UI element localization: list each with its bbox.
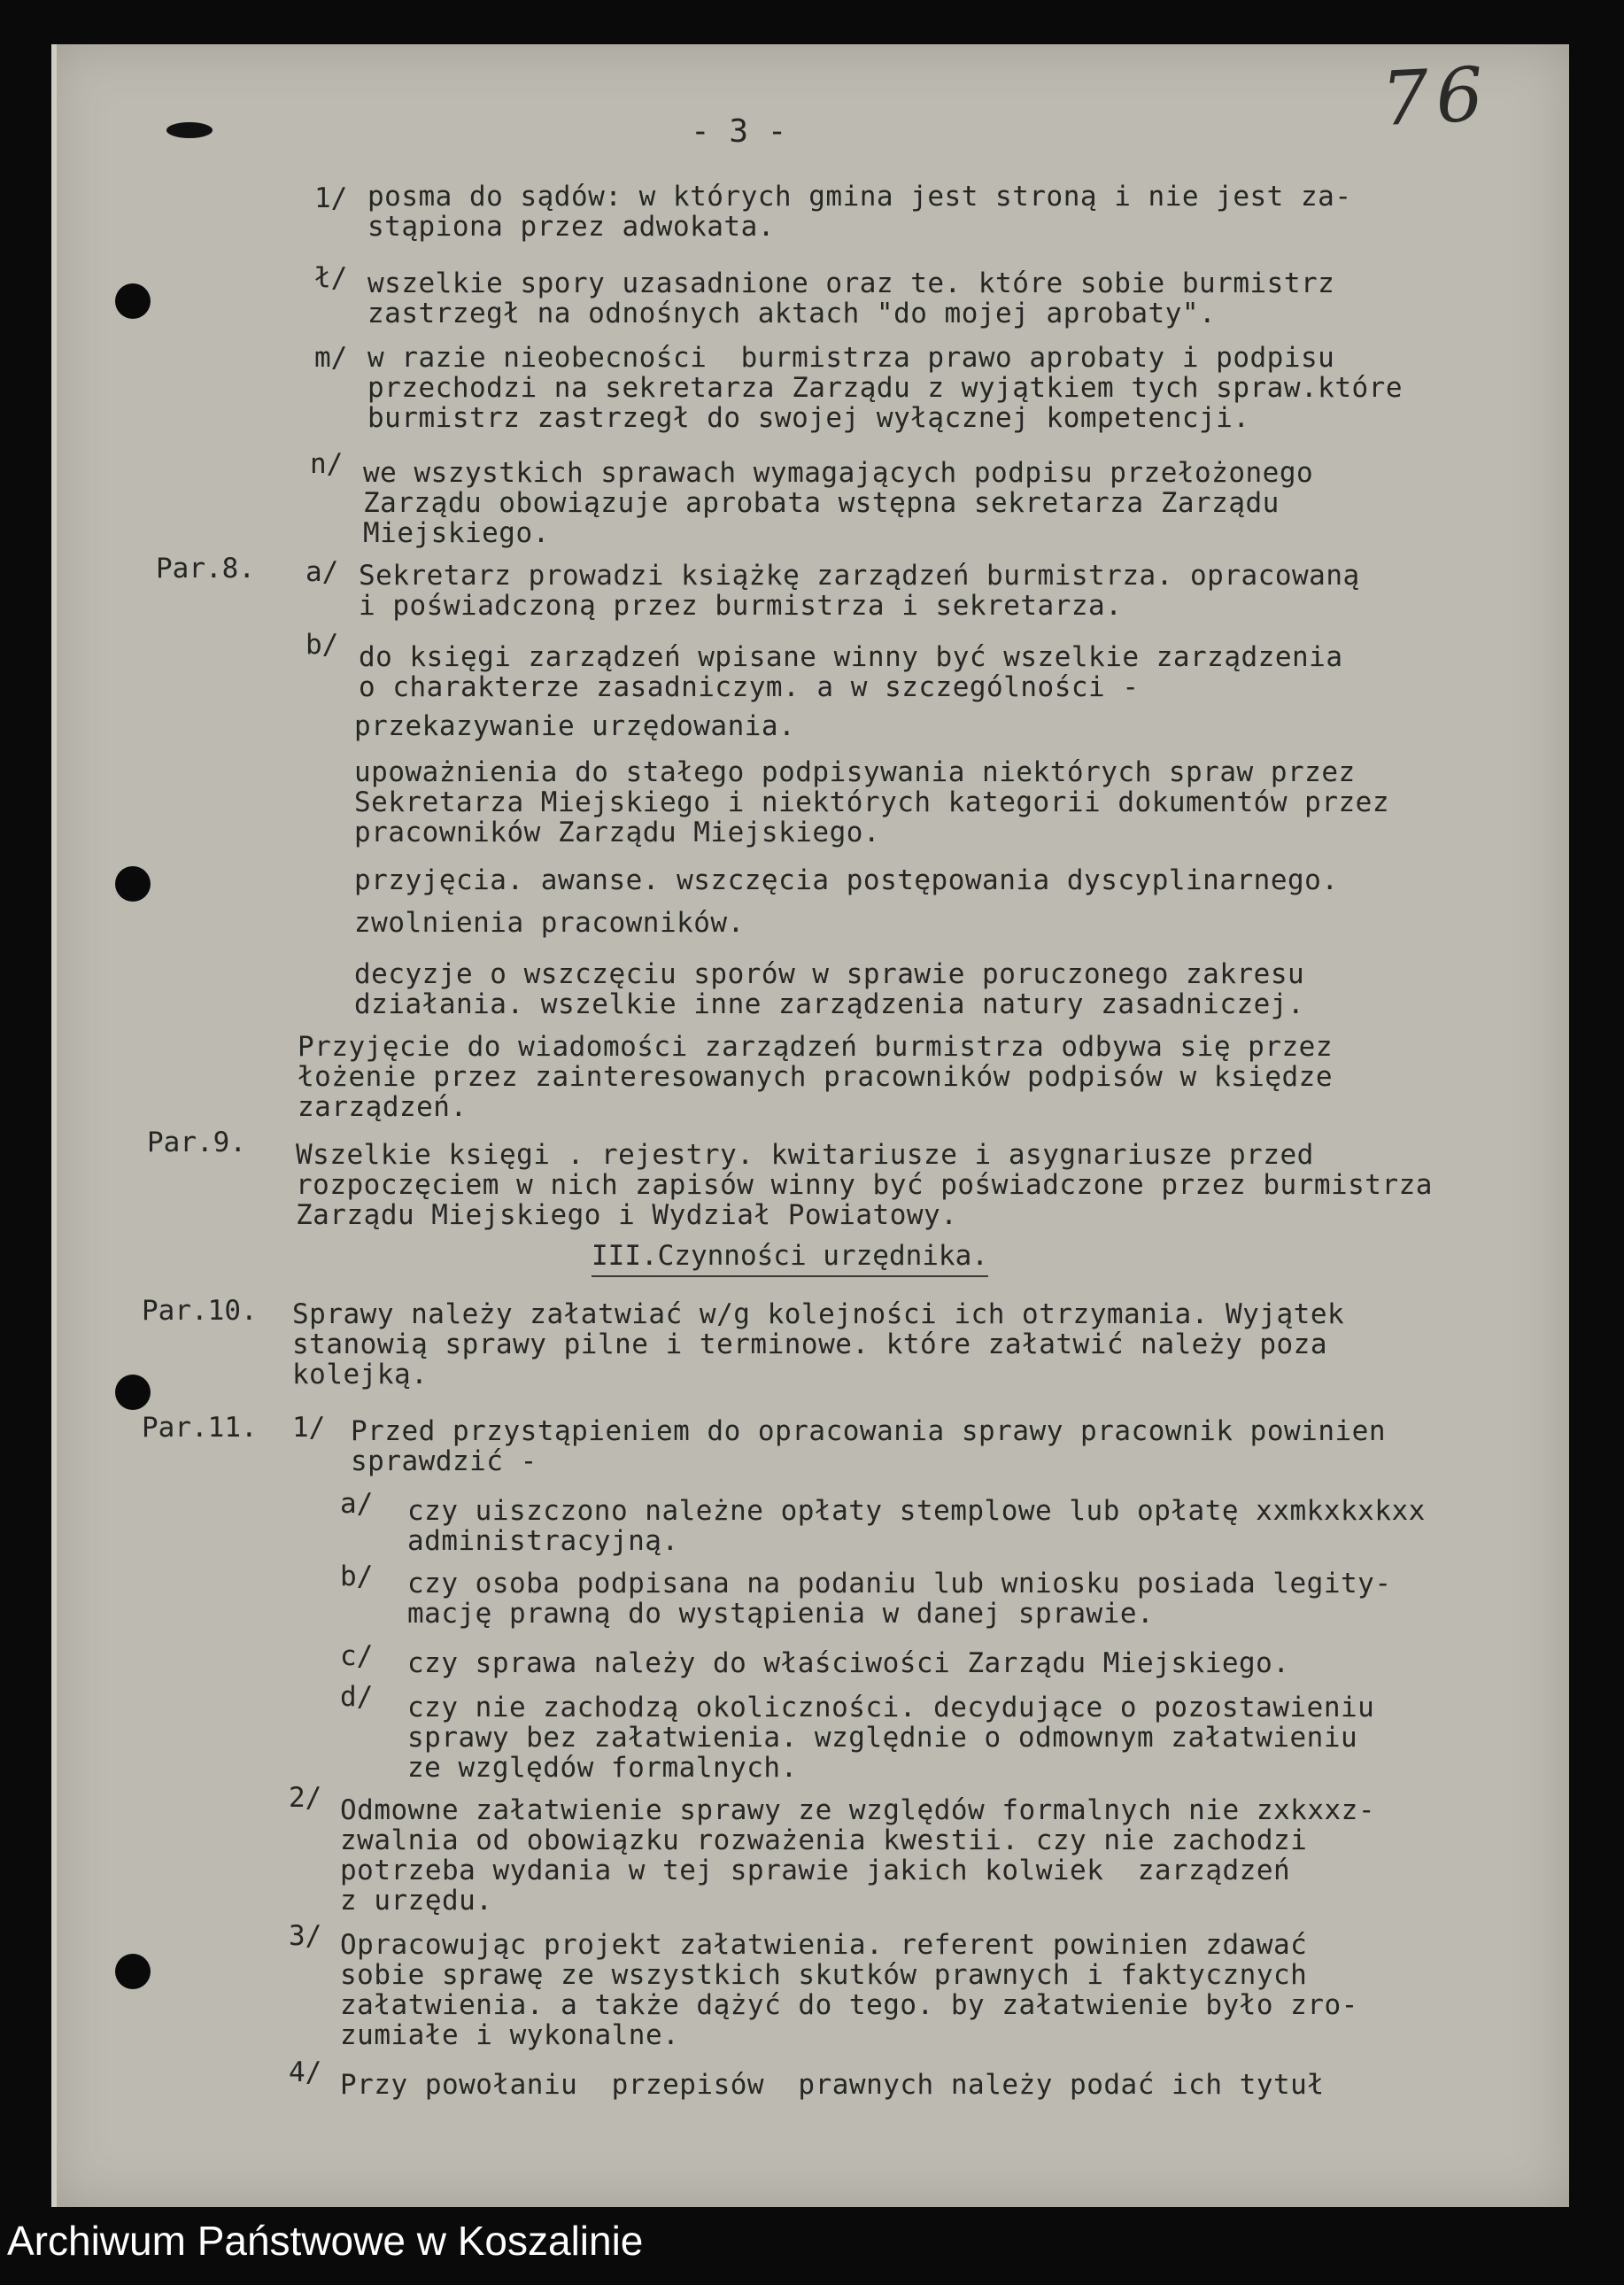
sub-item-line: Sekretarza Miejskiego i niektórych kategorii dokumentów przez: [354, 786, 1389, 818]
sub-item-line: czy sprawa należy do właściwości Zarządu Miejskiego.: [407, 1647, 1290, 1679]
paragraph-line: załatwienia. a także dążyć do tego. by załatwienie było zro-: [340, 1989, 1358, 2021]
item-line: o charakterze zasadniczym. a w szczególności -: [359, 671, 1140, 703]
archive-name: Archiwum Państwowe w Koszalinie: [7, 2218, 644, 2264]
item-line: w razie nieobecności burmistrza prawo aprobaty i podpisu: [367, 342, 1335, 374]
item-line: zastrzegł na odnośnych aktach "do mojej aprobaty".: [367, 298, 1217, 329]
item-label: a/: [305, 556, 339, 588]
sub-item-line: czy nie zachodzą okoliczności. decydujące o pozostawieniu: [407, 1692, 1375, 1723]
paragraph-line: Odmowne załatwienie sprawy ze względów formalnych nie zxkxxz-: [340, 1794, 1375, 1826]
item-label: 1/: [314, 182, 348, 214]
sub-item-line: czy osoba podpisana na podaniu lub wniosku posiada legity-: [407, 1568, 1392, 1600]
paragraph-line: sobie sprawę ze wszystkich skutków prawnych i faktycznych: [340, 1959, 1308, 1991]
paragraph-mark: Par.8.: [156, 553, 255, 585]
item-line: Sekretarz prowadzi książkę zarządzeń burmistrza. opracowaną: [359, 560, 1360, 592]
sub-item-line: ze względów formalnych.: [407, 1752, 798, 1784]
item-label: b/: [305, 629, 339, 661]
section-heading: III.Czynności urzędnika.: [592, 1240, 988, 1277]
punch-hole-1: [115, 283, 151, 319]
paragraph-mark: Par.9.: [147, 1127, 246, 1158]
sub-item-line: pracowników Zarządu Miejskiego.: [354, 817, 881, 848]
sub-item-line: przyjęcia. awanse. wszczęcia postępowania dyscyplinarnego.: [354, 864, 1339, 896]
sub-item-line: mację prawną do wystąpienia w danej sprawie.: [407, 1598, 1155, 1630]
item-label: 1/: [292, 1412, 326, 1444]
paragraph-line: zumiałe i wykonalne.: [340, 2019, 680, 2051]
punch-hole-4: [115, 1954, 151, 1989]
paper-edge: [51, 44, 57, 2207]
item-label: a/: [340, 1488, 374, 1520]
paragraph-line: Przyjęcie do wiadomości zarządzeń burmistrza odbywa się przez: [298, 1031, 1333, 1063]
item-label: 4/: [289, 2056, 322, 2088]
paragraph-line: Zarządu Miejskiego i Wydział Powiatowy.: [296, 1199, 958, 1231]
item-label: ł/: [314, 262, 348, 294]
item-line: Miejskiego.: [363, 517, 550, 549]
punch-hole-3: [115, 1375, 151, 1410]
paragraph-line: Sprawy należy załatwiać w/g kolejności ich otrzymania. Wyjątek: [292, 1298, 1345, 1330]
ink-smudge: [166, 122, 213, 138]
handwritten-page-number: 76: [1379, 50, 1493, 143]
paragraph-mark: Par.10.: [142, 1295, 258, 1327]
page-number: - 3 -: [691, 113, 787, 150]
paragraph-line: zwalnia od obowiązku rozważenia kwestii. czy nie zachodzi: [340, 1824, 1308, 1856]
item-line: wszelkie spory uzasadnione oraz te. które sobie burmistrz: [367, 267, 1335, 299]
item-line: posma do sądów: w których gmina jest stroną i nie jest za-: [367, 181, 1352, 213]
paragraph-line: Wszelkie księgi . rejestry. kwitariusze i asygnariusze przed: [296, 1139, 1314, 1171]
item-line: Zarządu obowiązuje aprobata wstępna sekretarza Zarządu: [363, 487, 1280, 519]
paragraph-line: łożenie przez zainteresowanych pracowników podpisów w księdze: [298, 1061, 1333, 1093]
paragraph-mark: Par.11.: [142, 1412, 258, 1444]
item-label: n/: [310, 448, 344, 480]
paragraph-line: Przy powołaniu przepisów prawnych należy podać ich tytuł: [340, 2069, 1325, 2101]
item-line: we wszystkich sprawach wymagających podpisu przełożonego: [363, 457, 1314, 489]
paragraph-line: z urzędu.: [340, 1885, 493, 1917]
sub-item-line: działania. wszelkie inne zarządzenia natury zasadniczej.: [354, 988, 1305, 1020]
item-line: i poświadczoną przez burmistrza i sekretarza.: [359, 590, 1123, 622]
sub-item-line: upoważnienia do stałego podpisywania niektórych spraw przez: [354, 756, 1356, 788]
sub-item-line: administracyjną.: [407, 1525, 679, 1557]
paragraph-line: zarządzeń.: [298, 1091, 468, 1123]
item-line: stąpiona przez adwokata.: [367, 211, 775, 243]
item-line: burmistrz zastrzegł do swojej wyłącznej kompetencji.: [367, 402, 1250, 434]
item-label: d/: [340, 1681, 374, 1713]
item-line: do księgi zarządzeń wpisane winny być wszelkie zarządzenia: [359, 641, 1343, 673]
paragraph-line: Opracowując projekt załatwienia. referent powinien zdawać: [340, 1929, 1308, 1961]
paragraph-line: rozpoczęciem w nich zapisów winny być poświadczone przez burmistrza: [296, 1169, 1433, 1201]
item-label: 2/: [289, 1782, 322, 1814]
paragraph-line: kolejką.: [292, 1359, 429, 1390]
paragraph-line: sprawdzić -: [351, 1445, 537, 1477]
punch-hole-2: [115, 866, 151, 902]
item-label: b/: [340, 1561, 374, 1592]
sub-item-line: czy uiszczono należne opłaty stemplowe lub opłatę xxmkxkxkxx: [407, 1495, 1426, 1527]
paragraph-line: stanowią sprawy pilne i terminowe. które załatwić należy poza: [292, 1328, 1327, 1360]
item-label: c/: [340, 1640, 374, 1672]
sub-item-line: przekazywanie urzędowania.: [354, 710, 796, 742]
paragraph-line: potrzeba wydania w tej sprawie jakich kolwiek zarządzeń: [340, 1855, 1291, 1886]
item-line: przechodzi na sekretarza Zarządu z wyjątkiem tych spraw.które: [367, 372, 1403, 404]
item-label: m/: [314, 342, 348, 374]
sub-item-line: zwolnienia pracowników.: [354, 907, 745, 939]
item-label: 3/: [289, 1920, 322, 1952]
sub-item-line: decyzje o wszczęciu sporów w sprawie poruczonego zakresu: [354, 958, 1305, 990]
paragraph-line: Przed przystąpieniem do opracowania sprawy pracownik powinien: [351, 1415, 1386, 1447]
sub-item-line: sprawy bez załatwienia. względnie o odmownym załatwieniu: [407, 1722, 1358, 1754]
